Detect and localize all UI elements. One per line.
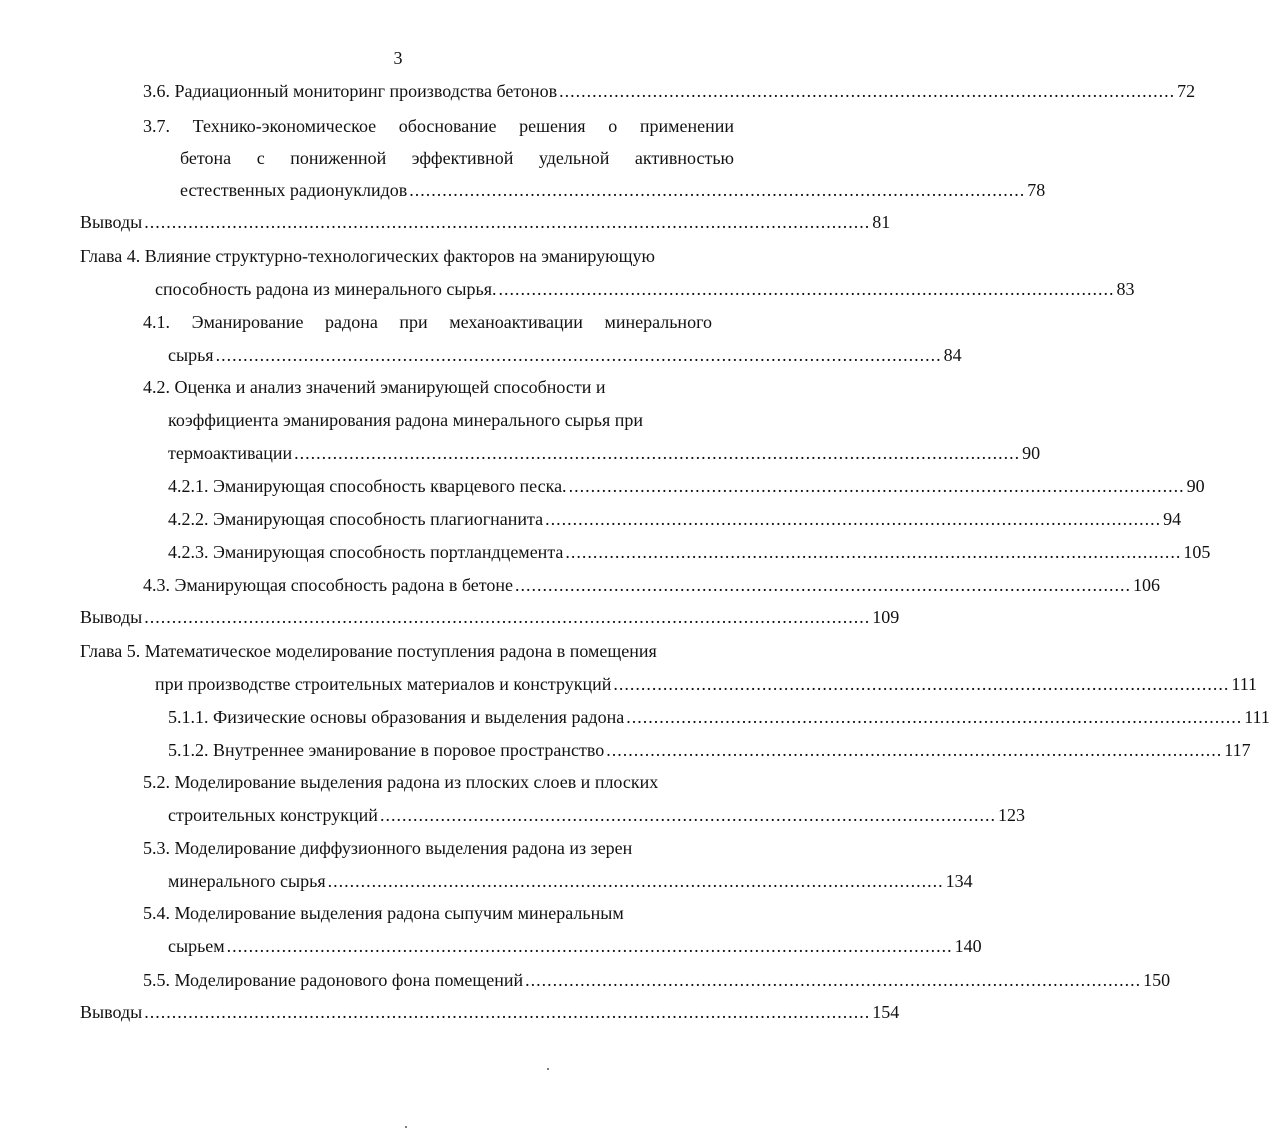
toc-page-number: 81 <box>872 212 891 232</box>
toc-page-number: 72 <box>1177 81 1196 101</box>
toc-page-number: 111 <box>1231 674 1258 694</box>
scan-speck <box>547 1068 549 1070</box>
toc-entry-4-2-line2: коэффициента эманирования радона минерального сырья при <box>168 410 644 430</box>
toc-leader: ................................................................................................................ <box>515 575 1132 595</box>
toc-entry-5-3-line2 <box>168 868 973 894</box>
toc-entry-4-2-3 <box>168 539 1211 565</box>
toc-chapter-4-line1: Глава 4. Влияние структурно-технологических факторов на эманирующую <box>80 246 655 266</box>
toc-entry-title: сырья <box>168 345 214 365</box>
toc-leader: ................................................................................................................ <box>409 180 1026 200</box>
toc-entry-title: 3.6. Радиационный мониторинг производства бетонов <box>143 81 558 101</box>
toc-entry-4-2-1 <box>168 473 1205 499</box>
toc-page-number: 134 <box>945 871 973 891</box>
toc-entry-3-7-line2: бетона с пониженной эффективной удельной активностью <box>180 148 734 168</box>
toc-entry-title: Выводы <box>80 607 143 627</box>
toc-page-number: 105 <box>1183 542 1211 562</box>
toc-entry-4-1-line1: 4.1. Эманирование радона при механоактивации минерального <box>143 312 712 332</box>
toc-entry-title: при производстве строительных материалов и конструкций <box>155 674 612 694</box>
toc-entry-4-3 <box>143 572 1161 598</box>
toc-entry-title: 5.5. Моделирование радонового фона помещений <box>143 970 524 990</box>
toc-entry-title: 4.2.3. Эманирующая способность портландцемента <box>168 542 564 562</box>
toc-entry-title: Выводы <box>80 1002 143 1022</box>
toc-page-number: 111 <box>1244 707 1270 727</box>
toc-entry-5-4-line2 <box>168 933 982 959</box>
toc-entry-4-1-line2 <box>168 342 962 368</box>
toc-entry-title: естественных радионуклидов <box>180 180 408 200</box>
toc-entry-conclusions-5 <box>80 999 900 1025</box>
toc-entry-title: термоактивации <box>168 443 293 463</box>
toc-entry-3-6 <box>143 78 1196 104</box>
toc-entry-5-5 <box>143 967 1171 993</box>
toc-leader: .................................................................................................................................... <box>144 212 871 232</box>
toc-page-number: 78 <box>1027 180 1046 200</box>
toc-entry-4-2-2 <box>168 506 1182 532</box>
toc-chapter-4-line2 <box>155 276 1135 302</box>
toc-entry-5-1-1 <box>168 704 1270 730</box>
toc-entry-title: способность радона из минерального сырья. <box>155 279 497 299</box>
toc-page-number: 84 <box>943 345 962 365</box>
toc-leader: ................................................................................................................ <box>379 805 996 825</box>
toc-entry-5-3-line1: 5.3. Моделирование диффузионного выделения радона из зерен <box>143 838 633 858</box>
toc-leader: ................................................................................................................ <box>568 476 1185 496</box>
toc-entry-title: Выводы <box>80 212 143 232</box>
toc-leader: ................................................................................................................ <box>606 740 1223 760</box>
toc-leader: .................................................................................................................................... <box>226 936 953 956</box>
toc-page-number: 140 <box>954 936 982 956</box>
toc-chapter-5-line1: Глава 5. Математическое моделирование поступления радона в помещения <box>80 641 657 661</box>
toc-entry-4-2-line3 <box>168 440 1041 466</box>
toc-entry-5-2-line1: 5.2. Моделирование выделения радона из плоских слоев и плоских <box>143 772 659 792</box>
toc-leader: ................................................................................................................ <box>327 871 944 891</box>
toc-leader: ................................................................................................................ <box>565 542 1182 562</box>
toc-entry-3-7-line3 <box>180 177 1046 203</box>
toc-page-number: 106 <box>1133 575 1161 595</box>
toc-entry-title: 5.1.2. Внутреннее эманирование в поровое пространство <box>168 740 605 760</box>
toc-entry-title: сырьем <box>168 936 225 956</box>
toc-page-number: 83 <box>1116 279 1135 299</box>
toc-leader: ................................................................................................................ <box>545 509 1162 529</box>
toc-entry-conclusions-3 <box>80 209 891 235</box>
toc-entry-5-4-line1: 5.4. Моделирование выделения радона сыпучим минеральным <box>143 903 624 923</box>
toc-leader: .................................................................................................................................... <box>144 607 871 627</box>
toc-leader: .................................................................................................................................... <box>215 345 942 365</box>
toc-leader: ................................................................................................................ <box>525 970 1142 990</box>
toc-entry-conclusions-4 <box>80 604 900 630</box>
toc-entry-3-7-line1: 3.7. Технико-экономическое обоснование решения о применении <box>143 116 734 136</box>
toc-entry-title: 5.1.1. Физические основы образования и выделения радона <box>168 707 625 727</box>
toc-entry-5-2-line2 <box>168 802 1025 828</box>
toc-page-number: 90 <box>1186 476 1205 496</box>
toc-page-number: 123 <box>997 805 1025 825</box>
toc-page-number: 109 <box>872 607 900 627</box>
toc-leader: .................................................................................................................................... <box>144 1002 871 1022</box>
toc-page-number: 94 <box>1163 509 1182 529</box>
scan-speck <box>405 1126 407 1128</box>
toc-leader: ................................................................................................................ <box>559 81 1176 101</box>
toc-page-number: 90 <box>1022 443 1041 463</box>
toc-entry-title: 4.2.1. Эманирующая способность кварцевого песка. <box>168 476 567 496</box>
toc-leader: ................................................................................................................ <box>498 279 1115 299</box>
toc-leader: .................................................................................................................................... <box>294 443 1021 463</box>
toc-entry-4-2-line1: 4.2. Оценка и анализ значений эманирующей способности и <box>143 377 606 397</box>
toc-entry-title: минерального сырья <box>168 871 326 891</box>
toc-chapter-5-line2 <box>155 671 1258 697</box>
toc-page-number: 154 <box>872 1002 900 1022</box>
toc-page-number: 117 <box>1224 740 1251 760</box>
toc-page-number: 150 <box>1143 970 1171 990</box>
toc-entry-title: 4.3. Эманирующая способность радона в бетоне <box>143 575 514 595</box>
toc-entry-title: строительных конструкций <box>168 805 378 825</box>
page-number: 3 <box>393 48 403 68</box>
toc-entry-title: 4.2.2. Эманирующая способность плагиогнанита <box>168 509 544 529</box>
toc-leader: ................................................................................................................ <box>626 707 1243 727</box>
toc-entry-5-1-2 <box>168 737 1251 763</box>
toc-leader: ................................................................................................................ <box>613 674 1230 694</box>
